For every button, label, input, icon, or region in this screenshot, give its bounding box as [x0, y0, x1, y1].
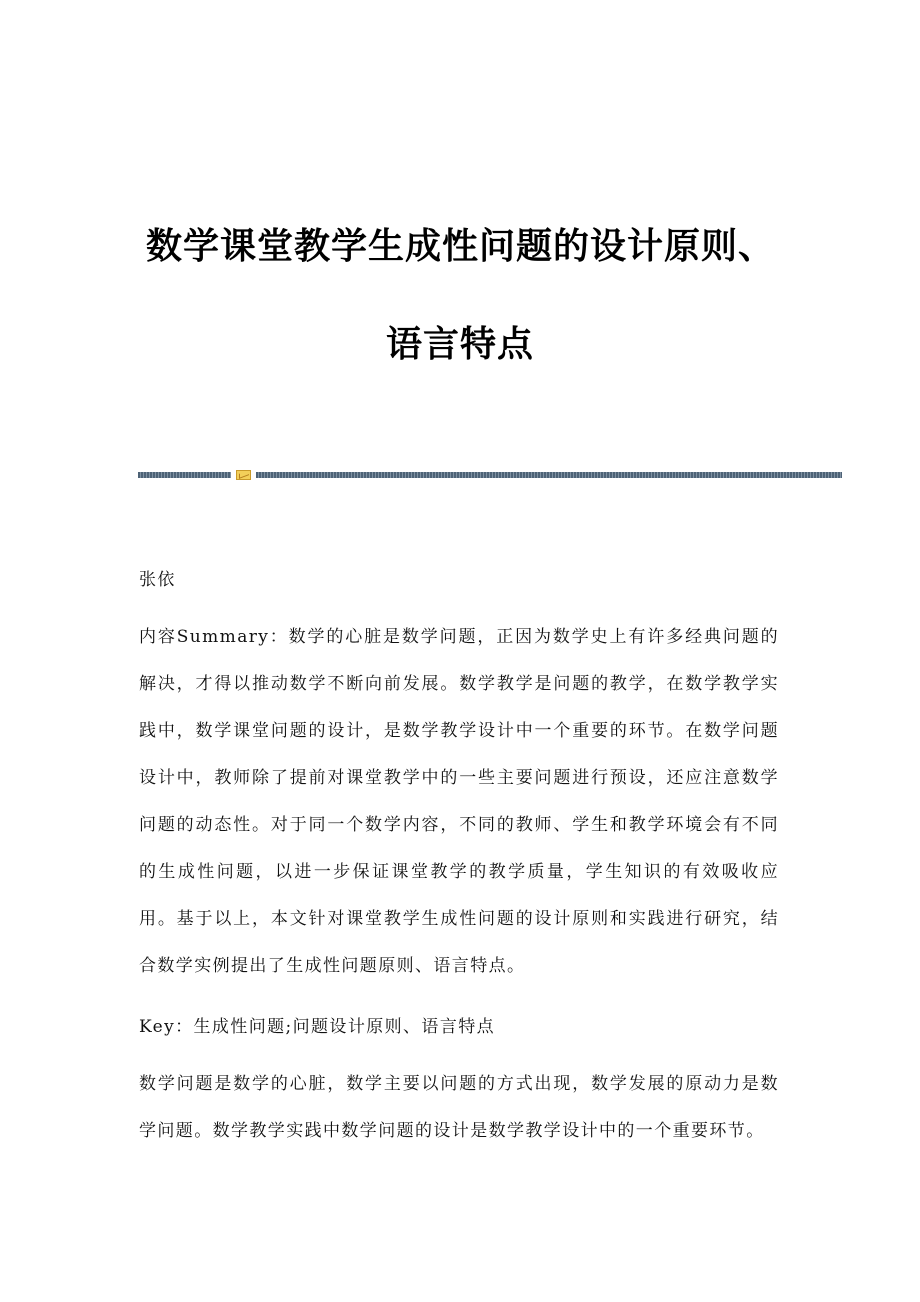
title-line-1: 数学课堂教学生成性问题的设计原则、	[146, 226, 776, 267]
title-divider	[138, 470, 842, 480]
author-name: 张依	[139, 570, 176, 590]
divider-bar-right	[256, 472, 842, 478]
summary-paragraph: 内容Summary：数学的心脏是数学问题，正因为数学史上有许多经典问题的解决，才得以推动数学不断向前发展。数学教学是问题的教学，在数学教学实践中，数学课堂问题的设计，是数学教学设计中一个重要的环节。在数学问题设计中，教师除了提前对课堂教学中的一些主要问题进行预设，还应注意数学问题的动态性。对于同一个数学内容，不同的教师、学生和教学环境会有不同的生成性问题，以进一步保证课堂教学的教学质量，学生知识的有效吸收应用。基于以上，本文针对课堂教学生成性问题的设计原则和实践进行研究，结合数学实例提出了生成性问题原则、语言特点。	[139, 627, 779, 976]
title-line-2: 语言特点	[385, 324, 534, 365]
body-paragraph: 数学问题是数学的心脏，数学主要以问题的方式出现，数学发展的原动力是数学问题。数学教学实践中数学问题的设计是数学教学设计中的一个重要环节。	[139, 1074, 779, 1141]
divider-bar-left	[138, 472, 231, 478]
envelope-icon	[236, 470, 251, 480]
keywords-line: Key：生成性问题;问题设计原则、语言特点	[139, 1017, 496, 1037]
